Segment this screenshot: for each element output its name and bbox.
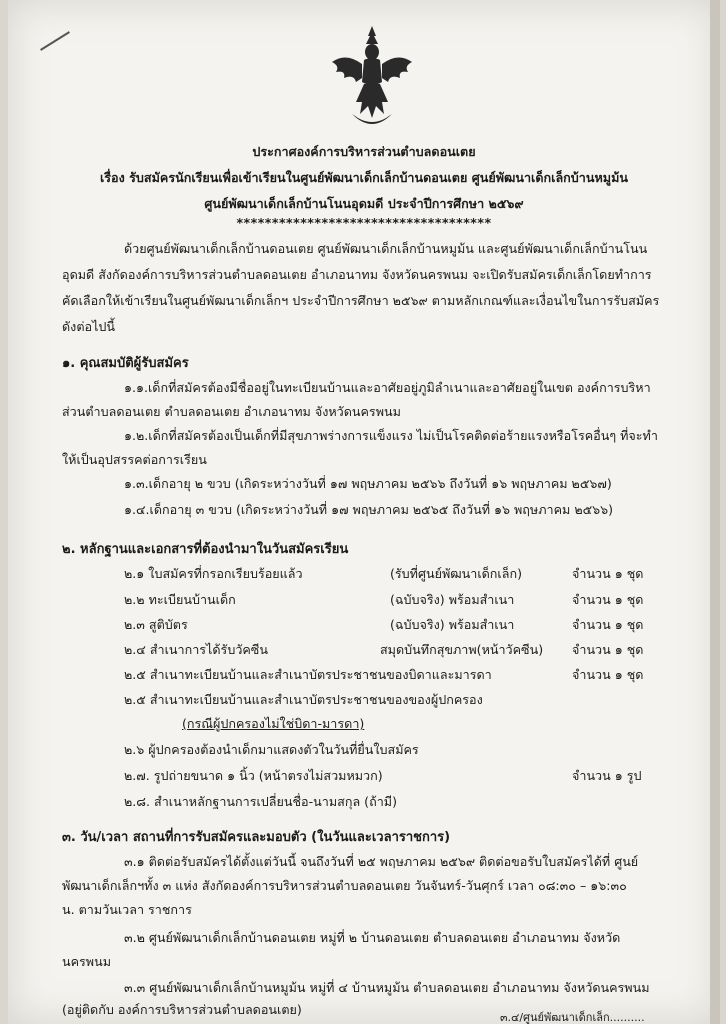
document-qty: จำนวน ๑ รูป — [572, 768, 642, 783]
qualification-4: ๑.๔.เด็กอายุ ๓ ขวบ (เกิดระหว่างวันที่ ๑๗ พฤษภาคม ๒๕๖๕ ถึงวันที่ ๑๖ พฤษภาคม ๒๕๖๖) — [124, 502, 614, 517]
schedule-1a: ๓.๑ ติดต่อรับสมัครได้ตั้งแต่วันนี้ จนถึงวันที่ ๒๕ พฤษภาคม ๒๕๖๙ ติดต่อขอรับใบสมัครได้ที่ ศูนย์ — [124, 854, 639, 869]
intro-line-2: อุดมดี สังกัดองค์การบริหารส่วนตำบลดอนเตย อำเภอนาทม จังหวัดนครพนม จะเปิดรับสมัครเด็กเล็กโดยทำการ — [62, 267, 652, 282]
continued-footer: ๓.๔/ศูนย์พัฒนาเด็กเล็ก.......... — [500, 1011, 645, 1024]
subject-line: เรื่อง รับสมัครนักเรียนเพื่อเข้าเรียนในศูนย์พัฒนาเด็กเล็กบ้านดอนเตย ศูนย์พัฒนาเด็กเล็กบ้านหมูม้น — [99, 170, 628, 185]
document-note: (รับที่ศูนย์พัฒนาเด็กเล็ก) — [390, 566, 522, 581]
document-qty: จำนวน ๑ ชุด — [572, 667, 644, 682]
qualification-1a: ๑.๑.เด็กที่สมัครต้องมีชื่ออยู่ในทะเบียนบ้านและอาศัยอยู่ภูมิลำเนาและอาศัยอยู่ในเขต องค์การบริหา — [124, 380, 651, 395]
qualification-3: ๑.๓.เด็กอายุ ๒ ขวบ (เกิดระหว่างวันที่ ๑๗ พฤษภาคม ๒๕๖๖ ถึงวันที่ ๑๖ พฤษภาคม ๒๕๖๗) — [124, 476, 612, 491]
schedule-1b: พัฒนาเด็กเล็กฯทั้ง ๓ แห่ง สังกัดองค์การบริหารส่วนตำบลดอนเตย วันจันทร์-วันศุกร์ เวลา ๐๘:๓๐ – ๑๖:๓๐ — [62, 878, 627, 893]
document-item: ๒.๑ ใบสมัครที่กรอกเรียบร้อยแล้ว — [124, 566, 303, 581]
document-item: ๒.๗. รูปถ่ายขนาด ๑ นิ้ว (หน้าตรงไม่สวมหมวก) — [124, 768, 383, 783]
document-note: (ฉบับจริง) พร้อมสำเนา — [390, 592, 515, 607]
document-item: ๒.๒ ทะเบียนบ้านเด็ก — [124, 592, 236, 607]
qualification-2a: ๑.๒.เด็กที่สมัครต้องเป็นเด็กที่มีสุขภาพร่างการแข็งแรง ไม่เป็นโรคติดต่อร้ายแรงหรือโรคอื่นๆ ที่จะทำ — [124, 428, 658, 443]
location-2a: ๓.๒ ศูนย์พัฒนาเด็กเล็กบ้านดอนเตย หมู่ที่ ๒ บ้านดอนเตย ตำบลดอนเตย อำเภอนาทม จังหวัด — [124, 930, 621, 945]
document-item: ๒.๖ ผู้ปกครองต้องนำเด็กมาแสดงตัวในวันที่ยื่นใบสมัคร — [124, 742, 419, 757]
document-qty: จำนวน ๑ ชุด — [572, 566, 644, 581]
document-item: ๒.๕ สำเนาทะเบียนบ้านและสำเนาบัตรประชาชนของบิดาและมารดา — [124, 667, 492, 682]
intro-line-3: คัดเลือกให้เข้าเรียนในศูนย์พัฒนาเด็กเล็กฯ ประจำปีการศึกษา ๒๕๖๙ ตามหลักเกณฑ์และเงื่อนไขในการรับสมัคร — [62, 293, 660, 308]
document-qty: จำนวน ๑ ชุด — [572, 592, 644, 607]
intro-line-1: ด้วยศูนย์พัฒนาเด็กเล็กบ้านดอนเตย ศูนย์พัฒนาเด็กเล็กบ้านหมูม้น และศูนย์พัฒนาเด็กเล็กบ้านโนน — [124, 241, 648, 256]
document-qty: จำนวน ๑ ชุด — [572, 617, 644, 632]
document-item: ๒.๔ สำเนาการได้รับวัคซีน — [124, 642, 268, 657]
subject-line-2: ศูนย์พัฒนาเด็กเล็กบ้านโนนอุดมดี ประจำปีการศึกษา ๒๕๖๙ — [204, 196, 524, 211]
location-3b: (อยู่ติดกับ องค์การบริหารส่วนตำบลดอนเตย) — [62, 1002, 302, 1017]
garuda-emblem-icon — [326, 22, 418, 134]
pen-mark — [40, 31, 70, 51]
qualification-1b: ส่วนตำบลดอนเตย ตำบลดอนเตย อำเภอนาทม จังหวัดนครพนม — [62, 404, 401, 419]
document-qty: จำนวน ๑ ชุด — [572, 642, 644, 657]
schedule-1c: น. ตามวันเวลา ราชการ — [62, 902, 192, 917]
guardian-condition: (กรณีผู้ปกครองไม่ใช่บิดา-มารดา) — [182, 716, 365, 731]
document-note: (ฉบับจริง) พร้อมสำเนา — [390, 617, 515, 632]
section-2-heading: ๒. หลักฐานและเอกสารที่ต้องนำมาในวันสมัครเรียน — [62, 542, 349, 557]
document-note: สมุดบันทึกสุขภาพ(หน้าวัคซีน) — [380, 642, 544, 657]
location-3a: ๓.๓ ศูนย์พัฒนาเด็กเล็กบ้านหมูม้น หมู่ที่ ๔ บ้านหมูม้น ตำบลดอนเตย อำเภอนาทม จังหวัดนครพนม — [124, 980, 650, 995]
document-item: ๒.๘. สำเนาหลักฐานการเปลี่ยนชื่อ-นามสกุล (ถ้ามี) — [124, 794, 398, 809]
document-item: ๒.๕ สำเนาทะเบียนบ้านและสำเนาบัตรประชาชนของของผู้ปกครอง — [124, 692, 483, 707]
document-item: ๒.๓ สูติบัตร — [124, 617, 188, 632]
section-1-heading: ๑. คุณสมบัติผู้รับสมัคร — [62, 356, 189, 371]
qualification-2b: ให้เป็นอุปสรรคต่อการเรียน — [62, 452, 207, 467]
separator-stars: ************************************ — [236, 215, 492, 230]
announcement-title: ประกาศองค์การบริหารส่วนตำบลดอนเตย — [252, 144, 476, 159]
document-page — [8, 0, 720, 1024]
intro-line-4: ดังต่อไปนี้ — [62, 319, 116, 334]
location-2b: นครพนม — [62, 954, 112, 969]
section-3-heading: ๓. วัน/เวลา สถานที่การรับสมัครและมอบตัว (ในวันและเวลาราชการ) — [62, 830, 451, 845]
